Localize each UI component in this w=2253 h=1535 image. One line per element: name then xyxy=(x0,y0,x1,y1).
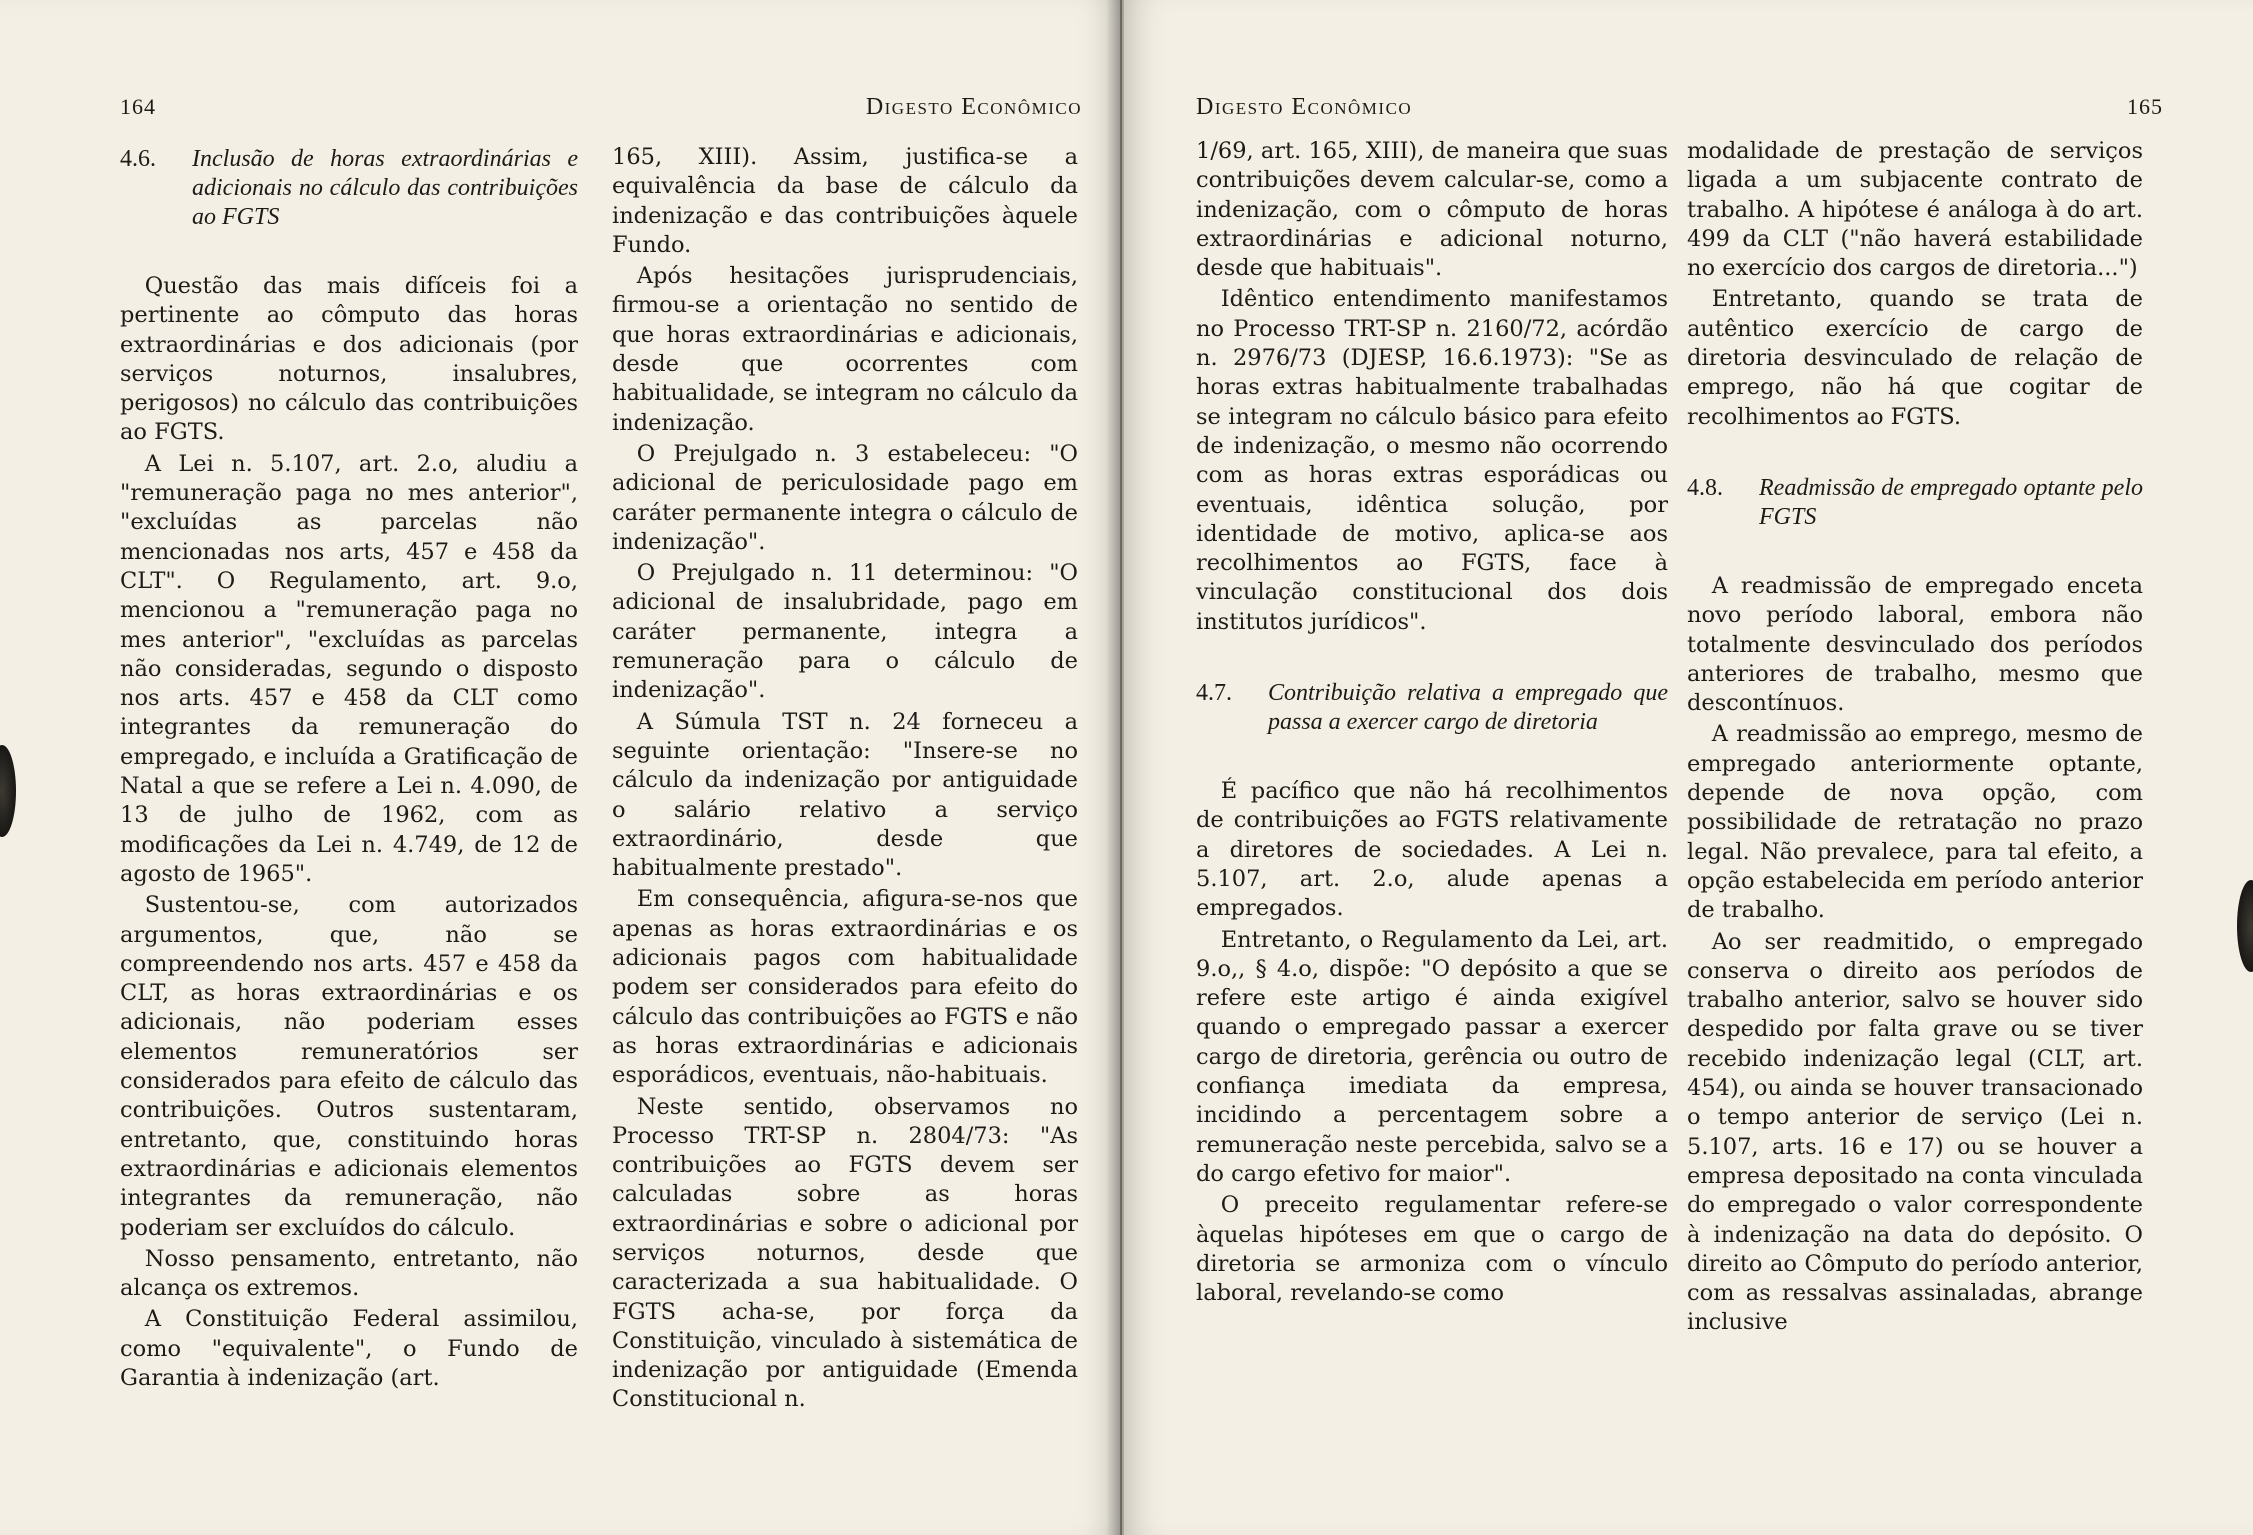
paragraph: Idêntico entendimento manifestamos no Processo TRT-SP n. 2160/72, acórdão n. 2976/73 (DJESP, 16.6.1973): "Se as horas extras habitualmente trabalhadas se integram no cálculo básico para efeito de indenização, o mesmo não ocorrendo com as horas extras esporádicas ou eventuais, idêntica solução, por identidade de motivo, aplica-se aos recolhimentos ao FGTS, face à vinculação constitucional dos dois institutos jurídicos". xyxy=(1196,286,1668,635)
left-page xyxy=(0,0,1122,1535)
paragraph: Em consequência, afigura-se-nos que apenas as horas extraordinárias e os adicionais pagos com habitualidade podem ser considerados para efeito do cálculo das contribuições ao FGTS e não as horas extraordinárias e adicionais esporádicos, eventuais, não-habituais. xyxy=(612,886,1078,1089)
section-title: Inclusão de horas extraordinárias e adicionais no cálculo das contribuições ao FGTS xyxy=(192,146,578,230)
binder-clip xyxy=(0,745,16,837)
paragraph: 165, XIII). Assim, justifica-se a equivalência da base de cálculo da indenização e das contribuições àquele Fundo. xyxy=(612,144,1078,258)
paragraph: A Lei n. 5.107, art. 2.o, aludiu a "remuneração paga no mes anterior", "excluídas as parcelas não mencionadas nos arts, 457 e 458 da CLT". O Regulamento, art. 9.o, mencionou a "remuneração paga no mes anterior", "excluídas as parcelas não consideradas, segundo o disposto nos arts. 457 e 458 da CLT como integrantes da remuneração do empregado, e incluída a Gratificação de Natal a que se refere a Lei n. 4.090, de 13 de julho de 1962, com as modificações da Lei n. 4.749, de 12 de agosto de 1965". xyxy=(120,450,578,887)
running-head: Digesto Econômico xyxy=(1196,94,1413,120)
paragraph: A readmissão ao emprego, mesmo de empregado anteriormente optante, depende de nova opção, com possibilidade de retratação no prazo legal. Não prevalece, para tal efeito, a opção estabelecida em período anterior de trabalho. xyxy=(1687,721,2143,924)
paragraph: Entretanto, quando se trata de autêntico exercício de cargo de diretoria desvinculado de relação de emprego, não há que cogitar de recolhimentos ao FGTS. xyxy=(1687,286,2143,430)
section-number: 4.8. xyxy=(1687,474,1723,501)
page-number: 164 xyxy=(120,94,156,119)
right-column-2 xyxy=(1687,137,2143,1338)
paragraph: modalidade de prestação de serviços ligada a um subjacente contrato de trabalho. A hipótese é análoga à do art. 499 da CLT ("não haverá estabilidade no exercício dos cargos de diretoria...") xyxy=(1687,138,2143,282)
paragraph: Sustentou-se, com autorizados argumentos, que, não se compreendendo nos arts. 457 e 458 da CLT, as horas extraordinárias e os adicionais, não poderiam esses elementos remuneratórios ser considerados para efeito de cálculo das contribuições. Outros sustentaram, entretanto, que, constituindo horas extraordinárias e adicionais elementos integrantes da remuneração, não poderiam ser excluídos do cálculo. xyxy=(120,892,578,1241)
paragraph: A readmissão de empregado enceta novo período laboral, embora não totalmente desvinculado dos períodos anteriores de trabalho, mesmo que descontínuos. xyxy=(1687,572,2143,717)
section-title: Readmissão de empregado optante pelo FGTS xyxy=(1759,474,2143,530)
paragraph: A Constituição Federal assimilou, como "equivalente", o Fundo de Garantia à indenização (art. xyxy=(120,1306,578,1391)
paragraph: O Prejulgado n. 11 determinou: "O adicional de insalubridade, pago em caráter permanente, integra a remuneração para o cálculo de indenização". xyxy=(612,560,1078,704)
paragraph: Neste sentido, observamos no Processo TRT-SP n. 2804/73: "As contribuições ao FGTS devem ser calculadas sobre as horas extraordinárias e sobre o adicional por serviços noturnos, desde que caracterizada a sua habitualidade. O FGTS acha-se, por força da Constituição, vinculado à sistemática de indenização por antiguidade (Emenda Constitucional n. xyxy=(612,1093,1078,1413)
paragraph: Questão das mais difíceis foi a pertinente ao cômputo das horas extraordinárias e dos adicionais (por serviços noturnos, insalubres, perigosos) no cálculo das contribuições ao FGTS. xyxy=(120,273,578,446)
right-column-1 xyxy=(1196,137,1668,1308)
right-page xyxy=(1124,0,2253,1535)
paragraph: Nosso pensamento, entretanto, não alcança os extremos. xyxy=(120,1245,578,1302)
page-number: 165 xyxy=(2127,94,2163,119)
section-title: Contribuição relativa a empregado que passa a exercer cargo de diretoria xyxy=(1268,680,1668,736)
section-number: 4.7. xyxy=(1196,680,1232,707)
paragraph: Após hesitações jurisprudenciais, firmou-se a orientação no sentido de que horas extraordinárias e adicionais, desde que ocorrentes com habitualidade, se integram no cálculo da indenização. xyxy=(612,263,1078,436)
paragraph: Entretanto, o Regulamento da Lei, art. 9.o,, § 4.o, dispõe: "O depósito a que se refere este artigo é ainda exigível quando o empregado passar a exercer cargo de diretoria, gerência ou outro de confiança imediata da empresa, incidindo a percentagem sobre a remuneração neste percebida, salvo se a do cargo efetivo for maior". xyxy=(1196,926,1668,1187)
left-column-1 xyxy=(120,145,578,1393)
paragraph: 1/69, art. 165, XIII), de maneira que suas contribuições devem calcular-se, como a indenização, com o cômputo de horas extraordinárias e adicional noturno, desde que habituais". xyxy=(1196,138,1668,282)
paragraph: A Súmula TST n. 24 forneceu a seguinte orientação: "Insere-se no cálculo da indenização por antiguidade o salário relativo a serviço extraordinário, desde que habitualmente prestado". xyxy=(612,708,1078,882)
section-heading-4-7 xyxy=(1196,679,1668,737)
paragraph: O preceito regulamentar refere-se àquelas hipóteses em que o cargo de diretoria se armoniza com o vínculo laboral, revelando-se como xyxy=(1196,1192,1668,1307)
section-heading-4-8 xyxy=(1687,474,2143,532)
section-number: 4.6. xyxy=(120,146,156,172)
paragraph: É pacífico que não há recolhimentos de contribuições ao FGTS relativamente a diretores de sociedades. A Lei n. 5.107, art. 2.o, alude apenas a empregados. xyxy=(1196,778,1668,922)
left-column-2 xyxy=(612,143,1078,1415)
paragraph: O Prejulgado n. 3 estabeleceu: "O adicional de periculosidade pago em caráter permanente integra o cálculo de indenização". xyxy=(612,440,1078,555)
section-heading-4-6 xyxy=(120,145,578,232)
binder-clip xyxy=(2237,880,2253,972)
running-head: Digesto Econômico xyxy=(865,94,1082,120)
paragraph: Ao ser readmitido, o empregado conserva o direito aos períodos de trabalho anterior, salvo se houver sido despedido por falta grave ou se tiver recebido indenização legal (CLT, art. 454), ou ainda se houver transacionado o tempo anterior de serviço (Lei n. 5.107, arts. 16 e 17) ou se houver a empresa depositado na conta vinculada do empregado o valor correspondente à indenização na data do depósito. O direito ao Cômputo do período anterior, com as ressalvas assinaladas, abrange inclusive xyxy=(1687,928,2143,1336)
